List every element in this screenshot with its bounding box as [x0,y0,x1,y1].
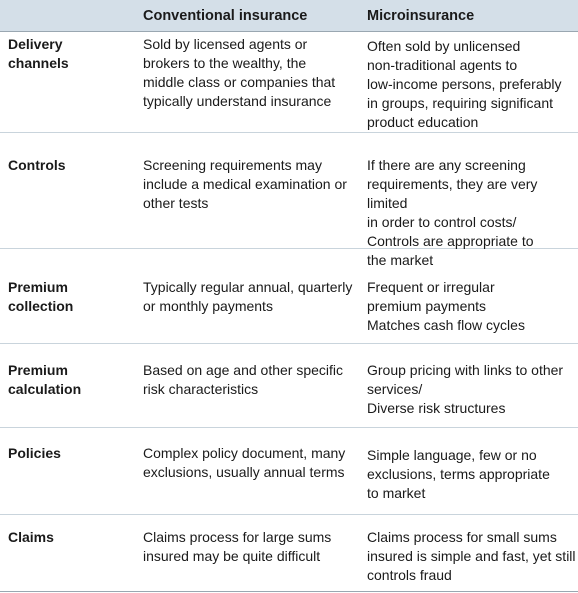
cell-microinsurance: Often sold by unlicensed non-traditional agents to low-income persons, preferably in groups, requiring significant product education [367,38,562,130]
cell-microinsurance: Group pricing with links to other services/ Diverse risk structures [367,362,564,416]
cell-conventional: Typically regular annual, quarterly or monthly payments [143,279,353,314]
row-label-premium-calculation: Premium calculation [8,362,82,397]
table-row [0,270,578,344]
table-row [0,150,578,268]
cell-microinsurance: Claims process for small sums insured is simple and fast, yet still controls fraud [367,529,576,583]
cell-microinsurance: Frequent or irregular premium payments Matches cash flow cycles [367,279,525,333]
cell-microinsurance: Simple language, few or no exclusions, terms appropriate to market [367,447,550,501]
table-row [0,523,578,592]
cell-conventional: Complex policy document, many exclusions, usually annual terms [143,445,346,480]
table-row [0,438,578,515]
cell-conventional: Sold by licensed agents or brokers to the wealthy, the middle class or companies that typically understand insurance [143,36,336,109]
row-label-premium-collection: Premium collection [8,279,74,314]
row-label-policies: Policies [8,445,61,461]
column-header-microinsurance: Microinsurance [367,8,475,24]
cell-microinsurance: If there are any screening requirements, they are very limited in order to control costs/ Controls are appropriate to the market [367,157,538,268]
table-row [0,31,578,133]
column-header-conventional: Conventional insurance [143,8,308,24]
cell-conventional: Based on age and other specific risk characteristics [143,362,344,397]
row-label-delivery-channels: Delivery channels [8,36,69,71]
cell-conventional: Claims process for large sums insured may be quite difficult [143,529,332,564]
table-header [0,0,578,32]
row-label-controls: Controls [8,157,66,173]
table-row [0,355,578,428]
cell-conventional: Screening requirements may include a medical examination or other tests [143,157,347,211]
row-label-claims: Claims [8,529,54,545]
